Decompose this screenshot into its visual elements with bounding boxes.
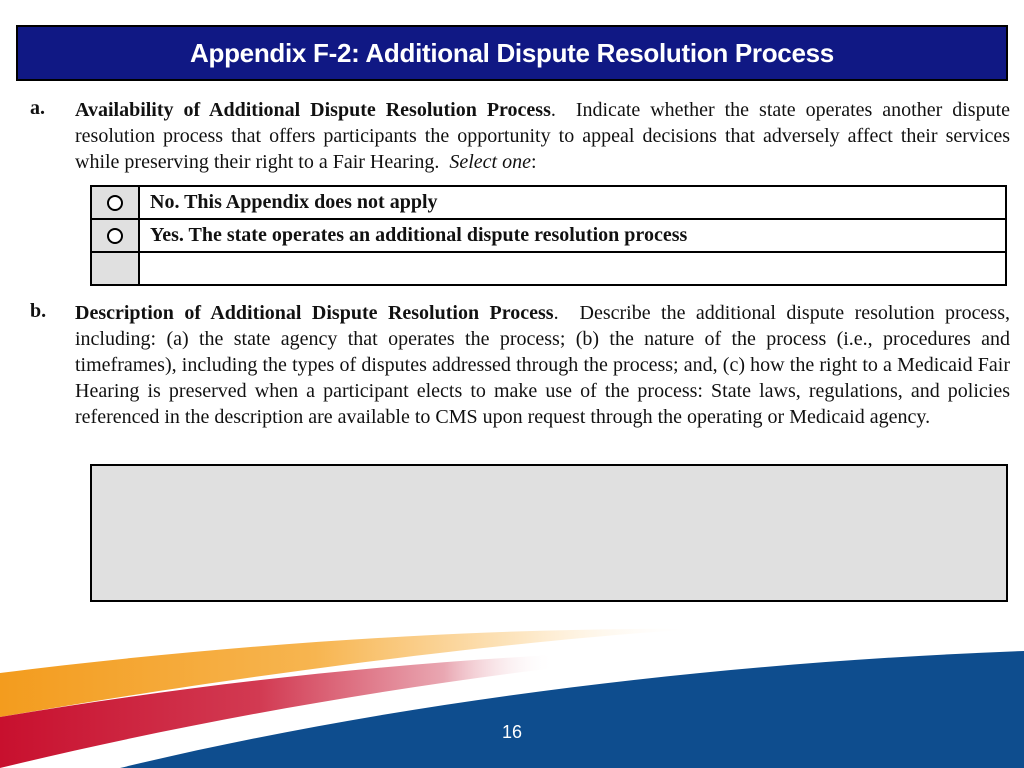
option-row-yes[interactable]: [91, 219, 1006, 252]
section-b-heading-end: .: [553, 302, 559, 324]
section-b-text: Describe the additional dispute resolution process, including: (a) the state agency that operates the process; (b) the nature of the process (i.e., procedures and timeframes), including the types of disputes addressed through the process; and, (c) how the right to a Medicaid Fair Hearing is preserved when a participant elects to make use of the process: State laws, regulations, and policies referenced in the description are available to CMS upon request through the operating or Medicaid agency.: [75, 302, 1010, 428]
page-number: 16: [501, 722, 523, 742]
radio-cell-blank: [91, 252, 139, 285]
select-prompt-end: :: [530, 151, 537, 173]
section-a-text: Indicate whether the state operates another dispute resolution process that offers participants the opportunity to appeal decisions that adversely affect their services while preserving their right to a Fair Hearing.: [75, 99, 1011, 173]
radio-cell-yes[interactable]: [91, 219, 139, 252]
radio-yes[interactable]: [107, 228, 123, 244]
option-row-no[interactable]: [91, 186, 1006, 219]
section-a-body: [75, 97, 1010, 175]
select-prompt: Select one: [449, 151, 531, 173]
section-b-letter: b.: [30, 300, 47, 322]
section-b-body: [75, 300, 1010, 430]
section-a-heading-end: .: [550, 99, 556, 121]
footer-swoosh: [0, 615, 1024, 768]
radio-no[interactable]: [107, 195, 123, 211]
page-title: Appendix F-2: Additional Dispute Resolution Process: [190, 37, 834, 68]
section-a-letter: a.: [30, 97, 45, 119]
section-b-heading: Description of Additional Dispute Resolution Process: [75, 302, 554, 324]
option-label-yes[interactable]: Yes. The state operates an additional dispute resolution process: [139, 219, 1006, 252]
section-a-heading: Availability of Additional Dispute Resolution Process: [75, 99, 551, 121]
option-row-blank: [91, 252, 1006, 285]
radio-cell-no[interactable]: [91, 186, 139, 219]
option-label-blank[interactable]: [139, 252, 1006, 285]
option-table: [90, 185, 1007, 286]
title-bar: [16, 25, 1008, 81]
description-textbox[interactable]: [90, 464, 1008, 602]
option-label-no[interactable]: No. This Appendix does not apply: [139, 186, 1006, 219]
